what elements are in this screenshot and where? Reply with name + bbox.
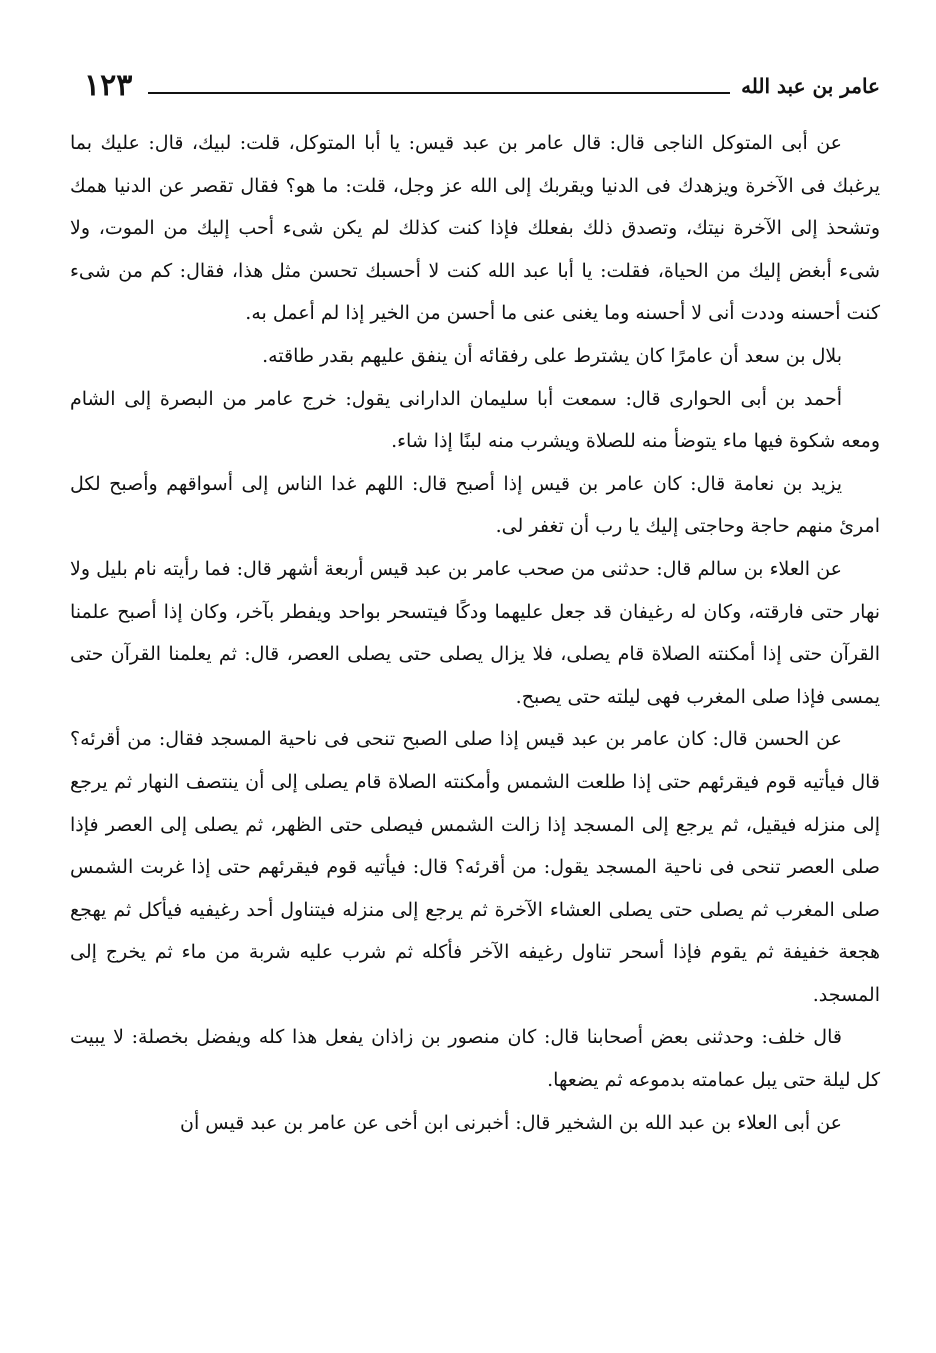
page-number: ١٢٣	[84, 68, 133, 103]
header-rule	[148, 92, 730, 94]
page-header	[84, 68, 880, 114]
paragraph: عن أبى المتوكل الناجى قال: قال عامر بن عبد قيس: يا أبا المتوكل، قلت: لبيك، قال: عليك بما يرغبك فى الآخرة ويزهدك فى الدنيا ويقربك إلى الله عز وجل، قلت: ما هو؟ فقال تقصر عن الدنيا همك وتشحذ إلى الآخرة نيتك، وتصدق ذلك بفعلك فإذا كنت كذلك لم يكن شىء أحب إليك من الموت، ولا شىء أبغض إليك من الحياة، فقلت: يا أبا عبد الله كنت لا أحسبك تحسن مثل هذا، فقال: كم من شىء كنت أحسنه وددت أنى لا أحسنه وما يغنى عنى ما أحسن من الخير إذا لم أعمل به.	[70, 132, 880, 325]
paragraph: بلال بن سعد أن عامرًا كان يشترط على رفقائه أن ينفق عليهم بقدر طاقته.	[262, 344, 842, 367]
paragraph: عن الحسن قال: كان عامر بن عبد قيس إذا صلى الصبح تنحى فى ناحية المسجد فقال: من أقرئه؟ قال فيأتيه قوم فيقرئهم حتى إذا طلعت الشمس وأمكنته الصلاة قام يصلى إلى أن ينتصف النهار ثم يرجع إلى منزله فيقيل، ثم يرجع إلى المسجد إذا زالت الشمس فيصلى حتى الظهر، ثم يصلى إلى العصر فإذا صلى العصر تنحى فى ناحية المسجد يقول: من أقرئه؟ قال: فيأتيه قوم فيقرئهم حتى إذا غربت الشمس صلى المغرب ثم يصلى حتى يصلى العشاء الآخرة ثم يرجع إلى منزله فيتناول أحد رغيفيه فيأكل ثم يهجع هجعة خفيفة ثم يقوم فإذا أسحر تناول رغيفه الآخر فأكله ثم شرب عليه شربة من ماء ثم يخرج إلى المسجد.	[70, 728, 880, 1006]
paragraph: أحمد بن أبى الحوارى قال: سمعت أبا سليمان الدارانى يقول: خرج عامر من البصرة إلى الشام ومعه شكوة فيها ماء يتوضأ منه للصلاة ويشرب منه لبنًا إذا شاء.	[70, 387, 880, 453]
paragraph: عن أبى العلاء بن عبد الله بن الشخير قال: أخبرنى ابن أخى عن عامر بن عبد قيس أن	[180, 1111, 842, 1134]
running-head: عامر بن عبد الله	[741, 74, 880, 98]
body-text	[70, 122, 880, 1144]
paragraph: قال خلف: وحدثنى بعض أصحابنا قال: كان منصور بن زاذان يفعل هذا كله ويفضل بخصلة: لا يبيت كل ليلة حتى يبل عمامته بدموعه ثم يضعها.	[70, 1026, 880, 1092]
paragraph: عن العلاء بن سالم قال: حدثنى من صحب عامر بن عبد قيس أربعة أشهر قال: فما رأيته نام بليل ولا نهار حتى فارقته، وكان له رغيفان قد جعل عليهما ودكًا فيتسحر بواحد ويفطر بآخر، وكان إذا أصبح علمنا القرآن حتى إذا أمكنته الصلاة قام يصلى، فلا يزال يصلى حتى يصلى العصر، قال: ثم يعلمنا القرآن حتى يمسى فإذا صلى المغرب فهى ليلته حتى يصبح.	[70, 557, 880, 708]
paragraph: يزيد بن نعامة قال: كان عامر بن قيس إذا أصبح قال: اللهم غدا الناس إلى أسواقهم وأصبح لكل امرئ منهم حاجة وحاجتى إليك يا رب أن تغفر لى.	[70, 472, 880, 538]
